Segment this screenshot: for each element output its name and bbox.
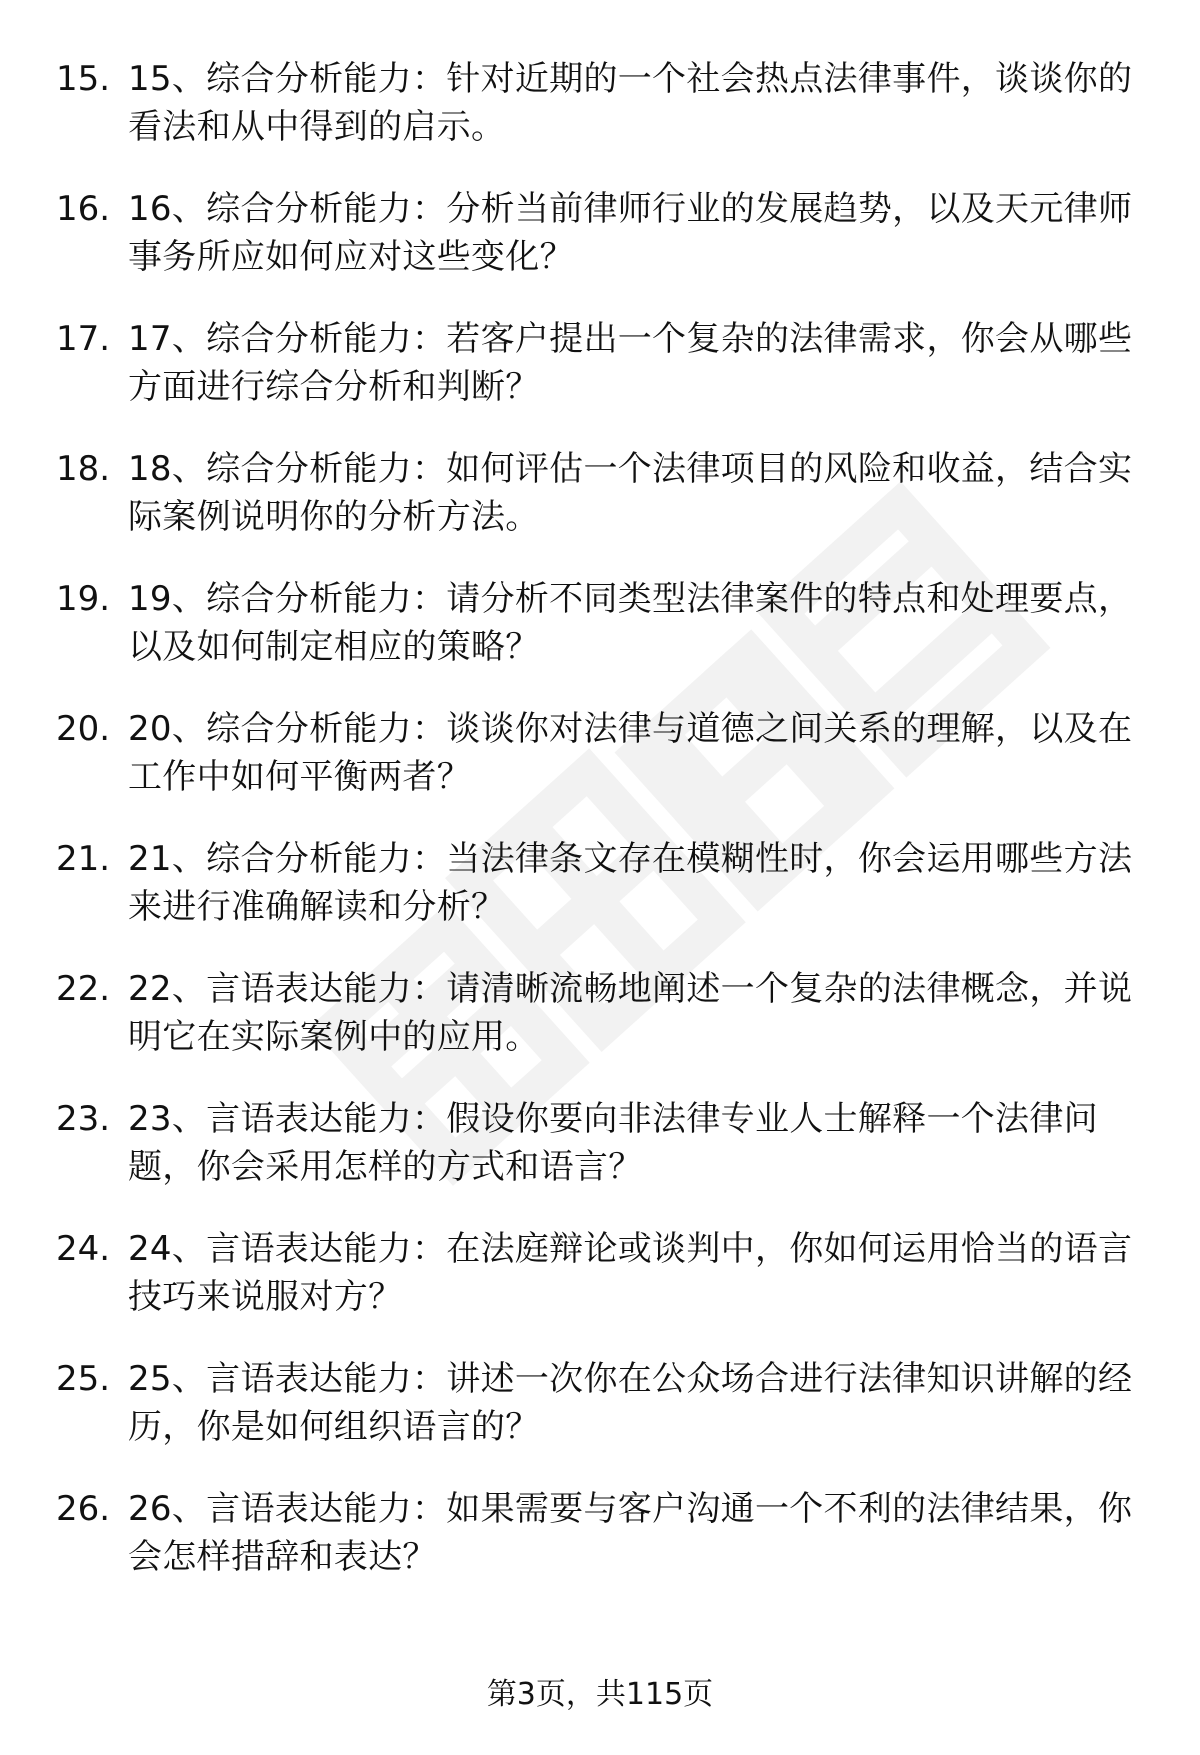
item-number: 21.	[56, 839, 111, 879]
item-text: 20、综合分析能力：谈谈你对法律与道德之间关系的理解，以及在工作中如何平衡两者？	[128, 709, 1133, 797]
item-text: 17、综合分析能力：若客户提出一个复杂的法律需求，你会从哪些方面进行综合分析和判断？	[128, 319, 1133, 407]
item-text: 19、综合分析能力：请分析不同类型法律案件的特点和处理要点，以及如何制定相应的策略？	[128, 579, 1133, 667]
list-item	[56, 705, 1146, 835]
list-item	[56, 1355, 1146, 1485]
item-number: 18.	[56, 449, 111, 489]
list-item	[56, 835, 1146, 965]
list-item	[56, 55, 1146, 185]
item-number: 24.	[56, 1229, 111, 1269]
item-number: 19.	[56, 579, 111, 619]
item-text: 15、综合分析能力：针对近期的一个社会热点法律事件，谈谈你的看法和从中得到的启示。	[128, 59, 1133, 147]
question-list	[56, 55, 1146, 1615]
item-text: 25、言语表达能力：讲述一次你在公众场合进行法律知识讲解的经历，你是如何组织语言的？	[128, 1359, 1133, 1447]
item-text: 23、言语表达能力：假设你要向非法律专业人士解释一个法律问题，你会采用怎样的方式和语言？	[128, 1099, 1098, 1187]
page-number: 第3页，共115页	[486, 1677, 714, 1712]
item-number: 17.	[56, 319, 111, 359]
item-number: 16.	[56, 189, 111, 229]
item-text: 18、综合分析能力：如何评估一个法律项目的风险和收益，结合实际案例说明你的分析方法。	[128, 449, 1133, 537]
list-item	[56, 315, 1146, 445]
item-text: 16、综合分析能力：分析当前律师行业的发展趋势，以及天元律师事务所应如何应对这些变化？	[128, 189, 1133, 277]
list-item	[56, 965, 1146, 1095]
item-number: 22.	[56, 969, 111, 1009]
item-text: 21、综合分析能力：当法律条文存在模糊性时，你会运用哪些方法来进行准确解读和分析？	[128, 839, 1133, 927]
list-item	[56, 1485, 1146, 1615]
item-text: 26、言语表达能力：如果需要与客户沟通一个不利的法律结果，你会怎样措辞和表达？	[128, 1489, 1133, 1577]
item-text: 24、言语表达能力：在法庭辩论或谈判中，你如何运用恰当的语言技巧来说服对方？	[128, 1229, 1133, 1317]
list-item	[56, 575, 1146, 705]
item-text: 22、言语表达能力：请清晰流畅地阐述一个复杂的法律概念，并说明它在实际案例中的应用。	[128, 969, 1133, 1057]
list-item	[56, 1095, 1146, 1225]
item-number: 20.	[56, 709, 111, 749]
page-footer	[0, 1675, 1200, 1715]
list-item	[56, 1225, 1146, 1355]
item-number: 15.	[56, 59, 111, 99]
item-number: 26.	[56, 1489, 111, 1529]
item-number: 25.	[56, 1359, 111, 1399]
list-item	[56, 185, 1146, 315]
item-number: 23.	[56, 1099, 111, 1139]
list-item	[56, 445, 1146, 575]
